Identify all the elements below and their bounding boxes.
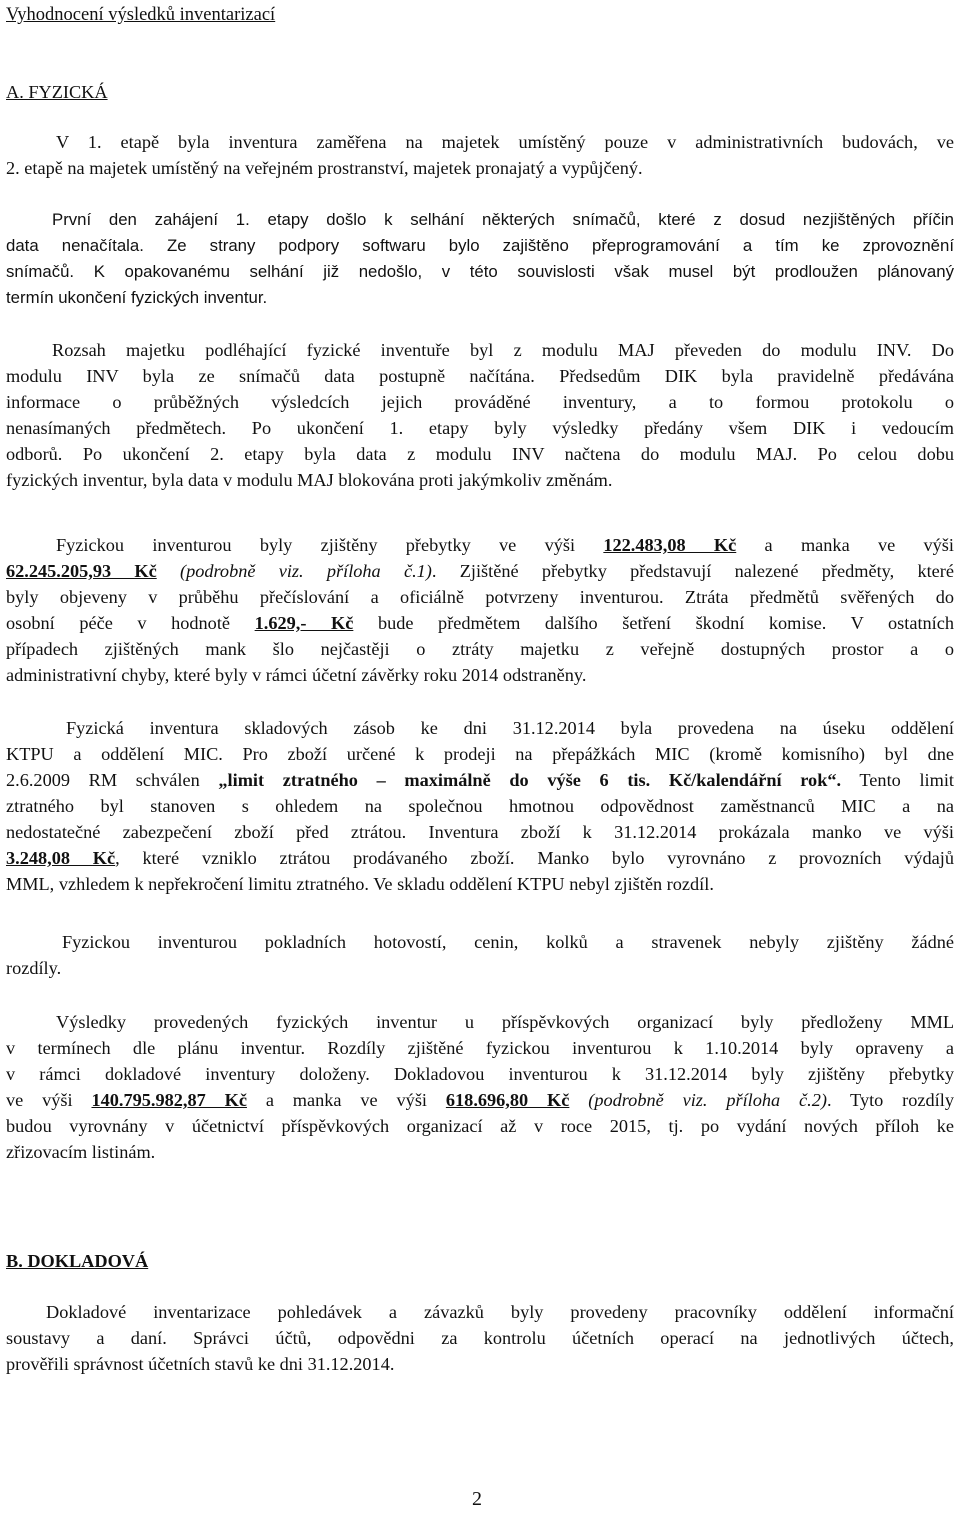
paragraph-7-line-1: Výsledky provedených fyzických inventur u příspěvkových organizací byly předloženy MML bbox=[56, 1012, 954, 1032]
paragraph-4-line-2 bbox=[6, 558, 954, 584]
paragraph-5-line-5: nedostatečné zabezpečení zboží před ztrátou. Inventura zboží k 31.12.2014 prokázala manko ve výši bbox=[6, 822, 954, 842]
paragraph-8-line-2: soustavy a daní. Správci účtů, odpovědni za kontrolu účetních operací na jednotlivých účtech, bbox=[6, 1328, 954, 1348]
paragraph-3-line-2a: modulu INV byla ze snímačů data postupně načítána. bbox=[6, 366, 535, 386]
paragraph-4 bbox=[6, 532, 954, 688]
paragraph-5-line-6 bbox=[6, 845, 954, 871]
paragraph-4-line-3a: byly objeveny v průběhu přečíslování a oficiálně potvrzeny inventurou. bbox=[6, 587, 664, 607]
loss-limit: „limit ztratného – maximálně do výše 6 tis. Kč/kalendářní rok“. bbox=[218, 770, 842, 790]
paragraph-4-line-1 bbox=[6, 532, 954, 558]
paragraph-5-line-1: Fyzická inventura skladových zásob ke dni 31.12.2014 byla provedena na úseku oddělení bbox=[66, 718, 954, 738]
paragraph-7-line-4a: ve výši bbox=[6, 1090, 73, 1110]
paragraph-4-line-1b: a manka ve výši bbox=[764, 535, 954, 555]
paragraph-4-line-5: případech zjištěných mank šlo nejčastěji o ztráty majetku z veřejně dostupných prostor a o bbox=[6, 639, 954, 659]
paragraph-5-line-2: KTPU a oddělení MIC. Pro zboží určené k prodeji na přepážkách MIC (kromě komisního) byl dne bbox=[6, 744, 954, 764]
paragraph-1-line-2: 2. etapě na majetek umístěný na veřejném prostranství, majetek pronajatý a vypůjčený. bbox=[6, 158, 643, 178]
paragraph-4-line-4b: bude předmětem dalšího šetření škodní komise. bbox=[377, 613, 827, 633]
paragraph-7-line-4 bbox=[6, 1087, 954, 1113]
paragraph-4-line-4c: V ostatních bbox=[850, 613, 955, 633]
paragraph-4-line-3b: Ztráta předmětů svěřených do bbox=[684, 587, 954, 607]
paragraph-2-line-1: První den zahájení 1. etapy došlo k selhání některých snímačů, které z dosud nezjištěných příčin bbox=[52, 210, 954, 229]
paragraph-1 bbox=[6, 129, 954, 181]
paragraph-6-line-1: Fyzickou inventurou pokladních hotovostí, cenin, kolků a stravenek nebyly zjištěny žádné bbox=[62, 932, 954, 952]
section-b-heading-text: B. DOKLADOVÁ bbox=[6, 1251, 149, 1271]
paragraph-7-line-3: v rámci dokladové inventury doloženy. Dokladovou inventurou k 31.12.2014 byly zjištěny přebytky bbox=[6, 1064, 954, 1084]
goods-manko-amount: 3.248,08 Kč bbox=[6, 848, 116, 868]
paragraph-2-line-2b: Ze strany podpory softwaru bylo zajištěno přeprogramování a tím ke zprovoznění bbox=[166, 236, 954, 255]
paragraph-8 bbox=[6, 1299, 954, 1377]
paragraph-3-line-4: nenasímaných předmětech. Po ukončení 1. etapy byly výsledky předány všem DIK i vedoucím bbox=[6, 418, 954, 438]
paragraph-7-line-4b: a manka ve výši bbox=[265, 1090, 428, 1110]
paragraph-4-line-4a: osobní péče v hodnotě bbox=[6, 613, 231, 633]
paragraph-4-line-6: administrativní chyby, které byly v rámci účetní závěrky roku 2014 odstraněny. bbox=[6, 665, 587, 685]
paragraph-3-line-2 bbox=[6, 363, 954, 389]
appendix-reference-2: (podrobně viz. příloha č.2) bbox=[588, 1090, 827, 1110]
paragraph-3-line-6: fyzických inventur, byla data v modulu MAJ blokována proti jakýmkoliv změnám. bbox=[6, 470, 613, 490]
section-b-heading bbox=[6, 1248, 148, 1274]
appendix-reference: (podrobně viz. příloha č.1) bbox=[179, 561, 432, 581]
paragraph-3-line-5: odborů. Po ukončení 2. etapy byla data z modulu INV načtena do modulu MAJ. Po celou dobu bbox=[6, 444, 954, 464]
paragraph-4-line-1a: Fyzickou inventurou byly zjištěny přebytky ve výši bbox=[56, 535, 576, 555]
loss-amount: 1.629,- Kč bbox=[254, 613, 354, 633]
paragraph-2-line-3a: snímačů. bbox=[6, 262, 75, 281]
paragraph-2-line-3 bbox=[6, 259, 954, 285]
deficit-amount: 62.245.205,93 Kč bbox=[6, 561, 157, 581]
paragraph-7-line-5: budou vyrovnány v účetnictví příspěvkových organizací až v roce 2015, tj. po vydání nových příloh ke bbox=[6, 1116, 954, 1136]
paragraph-5-line-4: ztratného byl stanoven s ohledem na společnou hmotnou odpovědnost zaměstnanců MIC a na bbox=[6, 796, 954, 816]
paragraph-2-line-2 bbox=[6, 233, 954, 259]
paragraph-5-line-3b: Tento limit bbox=[859, 770, 954, 790]
paragraph-1-line-1: V 1. etapě byla inventura zaměřena na majetek umístěný pouze v administrativních budovách, ve bbox=[56, 132, 954, 152]
paragraph-7-line-4c: . Tyto rozdíly bbox=[826, 1090, 954, 1110]
paragraph-5 bbox=[6, 715, 954, 897]
section-a-heading: A. FYZICKÁ bbox=[6, 82, 108, 102]
paragraph-4-line-3 bbox=[6, 584, 954, 610]
paragraph-6-line-2: rozdíly. bbox=[6, 958, 62, 978]
paragraph-4-line-4 bbox=[6, 610, 954, 636]
paragraph-2-line-3b: K opakovanému selhání již nedošlo, v této souvislosti však musel být prodloužen plánovaný bbox=[93, 262, 954, 281]
paragraph-5-line-3a: 2.6.2009 RM schválen bbox=[6, 770, 200, 790]
paragraph-5-line-7: MML, vzhledem k nepřekročení limitu ztratného. Ve skladu oddělení KTPU nebyl zjištěn rozdíl. bbox=[6, 874, 714, 894]
paragraph-7-line-6: zřizovacím listinám. bbox=[6, 1142, 156, 1162]
paragraph-3-line-3: informace o průběžných výsledcích jejich prováděné inventury, a to formou protokolu o bbox=[6, 392, 954, 412]
po-deficit-amount: 618.696,80 Kč bbox=[445, 1090, 570, 1110]
paragraph-6 bbox=[6, 929, 954, 981]
paragraph-5-line-3 bbox=[6, 767, 954, 793]
po-surplus-amount: 140.795.982,87 Kč bbox=[91, 1090, 247, 1110]
paragraph-4-line-2b: . Zjištěné přebytky představují nalezené předměty, které bbox=[431, 561, 954, 581]
paragraph-5-line-6b: , které vzniklo ztrátou prodávaného zboží. Manko bylo vyrovnáno z provozních výdajů bbox=[115, 848, 954, 868]
paragraph-3-line-1: Rozsah majetku podléhající fyzické inventuře byl z modulu MAJ převeden do modulu INV. Do bbox=[52, 340, 954, 360]
surplus-amount: 122.483,08 Kč bbox=[603, 535, 737, 555]
paragraph-2 bbox=[6, 207, 954, 311]
paragraph-2-line-2a: data nenačítala. bbox=[6, 236, 144, 255]
paragraph-8-line-1: Dokladové inventarizace pohledávek a závazků byly provedeny pracovníky oddělení informační bbox=[46, 1302, 954, 1322]
document-title: Vyhodnocení výsledků inventarizací bbox=[6, 5, 276, 25]
page-number: 2 bbox=[472, 1488, 482, 1510]
paragraph-8-line-3: prověřili správnost účetních stavů ke dni 31.12.2014. bbox=[6, 1354, 395, 1374]
paragraph-7-line-2: v termínech dle plánu inventur. Rozdíly zjištěné fyzickou inventurou k 1.10.2014 byly opraveny a bbox=[6, 1038, 954, 1058]
paragraph-3 bbox=[6, 337, 954, 493]
paragraph-2-line-4: termín ukončení fyzických inventur. bbox=[6, 288, 268, 307]
paragraph-3-line-2b: Předsedům DIK byla pravidelně předávána bbox=[559, 366, 954, 386]
paragraph-7 bbox=[6, 1009, 954, 1165]
